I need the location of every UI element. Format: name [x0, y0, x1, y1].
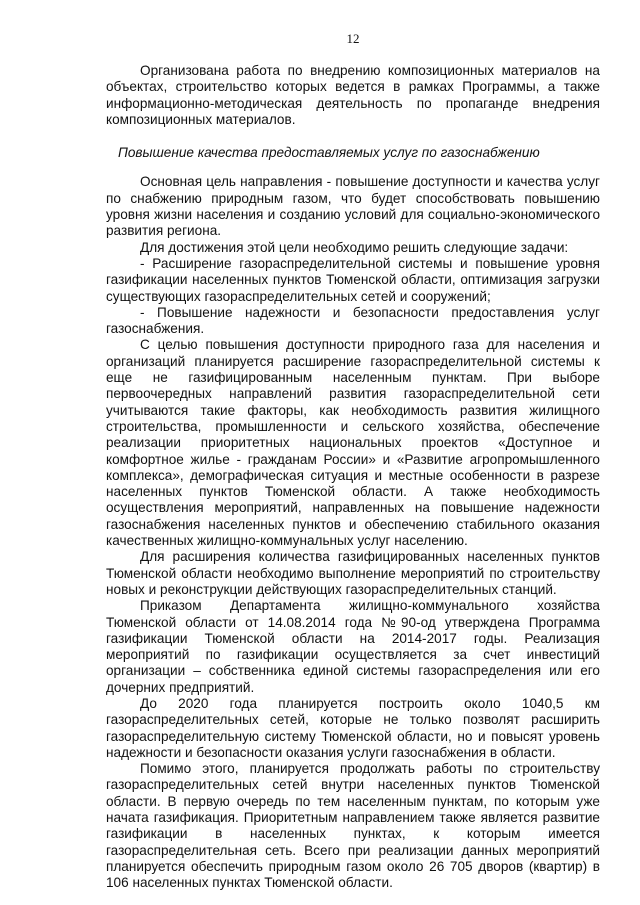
section-heading: Повышение качества предоставляемых услуг по газоснабжению [118, 145, 540, 161]
paragraph-tasks-intro: Для достижения этой цели необходимо решить следующие задачи: [140, 239, 569, 255]
paragraph-composite-materials: Организована работа по внедрению композиционных материалов на объектах, строительство которых ведется в рамках Программы, а также информационно-методическая деятельность по пропаганде внедрения композиционных материалов. [106, 63, 600, 127]
paragraph-order: Приказом Департамента жилищно-коммунального хозяйства Тюменской области от 14.08.2014 года №90-од утверждена Программа газификации Тюменской области на 2014-2017 годы. Реализация мероприятий по газификации осуществляется за счет инвестиций организации – собственника единой системы газораспределения или его дочерних предприятий. [106, 598, 600, 695]
paragraph-task-2: - Повышение надежности и безопасности предоставления услуг газоснабжения. [106, 304, 600, 337]
paragraph-accessibility: С целью повышения доступности природного газа для населения и организаций планируется расширение газораспределительной системы к еще не газифицированным населенным пунктам. При выборе первоочередных направлений развития газораспределительной сети учитываются такие факторы, как необходимость развития жилищного строительства, промышленности и сельского хозяйства, обеспечение реализации приоритетных национальных проектов «Доступное и комфортное жилье - гражданам России» и «Развитие агропромышленного комплекса», демографическая ситуация и местные особенности в разрезе населенных пунктов Тюменской области. А также необходимость осуществления мероприятий, направленных на повышение надежности газоснабжения населенных пунктов и обеспечению стабильного оказания качественных жилищно-коммунальных услуг населению. [106, 337, 600, 549]
page-number: 12 [346, 31, 360, 46]
paragraph-expansion: Для расширения количества газифицированных населенных пунктов Тюменской области необходимо выполнение мероприятий по строительству новых и реконструкции действующих газораспределительных станций. [106, 549, 600, 597]
paragraph-task-1: - Расширение газораспределительной системы и повышение уровня газификации населенных пунктов Тюменской области, оптимизация загрузки существующих газораспределительных сетей и сооружений; [106, 255, 600, 304]
paragraph-2020-plan: До 2020 года планируется построить около 1040,5 км газораспределительных сетей, которые не только позволят расширить газораспределительную систему Тюменской области, но и повысят уровень надежности и безопасности оказания услуги газоснабжения в области. [106, 695, 600, 760]
paragraph-main-goal: Основная цель направления - повышение доступности и качества услуг по снабжению природным газом, что будет способствовать повышению уровня жизни населения и созданию условий для социально-экономического развития региона. [106, 174, 600, 239]
paragraph-internal-networks: Помимо этого, планируется продолжать работы по строительству газораспределительных сетей внутри населенных пунктов Тюменской области. В первую очередь по тем населенным пунктам, по которым уже начата газификация. Приоритетным направлением также является развитие газификации в населенных пунктах, к которым имеется газораспределительная сеть. Всего при реализации данных мероприятий планируется обеспечить природным газом около 26 705 дворов (квартир) в 106 населенных пунктах Тюменской области. [106, 761, 600, 891]
